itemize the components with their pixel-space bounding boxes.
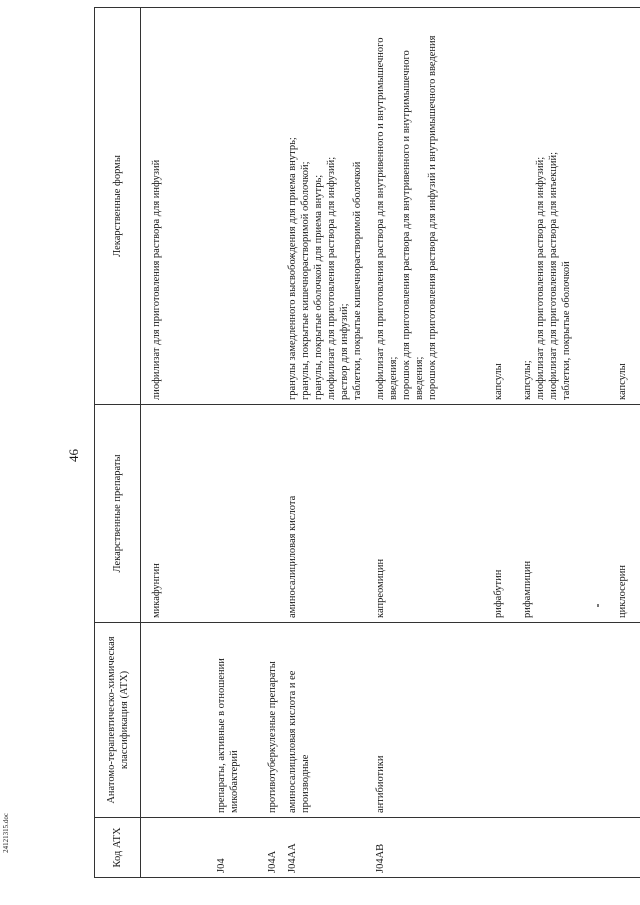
form-line: порошок для приготовления раствора для внутривенного и внутримышечного введения; <box>401 50 425 400</box>
form-line: капсулы <box>493 363 504 400</box>
table-row <box>573 8 640 878</box>
cell-code <box>573 818 640 878</box>
table-row <box>163 8 241 878</box>
cell-forms <box>279 8 364 405</box>
cell-code: J04A <box>241 818 279 878</box>
form-line: таблетки, покрытые оболочкой <box>561 261 572 400</box>
cell-drug <box>241 405 279 623</box>
cell-drug: микафунгин <box>141 405 164 623</box>
table-header-row <box>95 8 141 878</box>
cell-drug <box>163 405 241 623</box>
cell-drug: рифабутин <box>439 405 505 623</box>
file-name: 24121315.doc <box>2 813 10 853</box>
cell-code: J04 <box>163 818 241 878</box>
table-row <box>279 8 364 878</box>
form-line: раствор для инфузий; <box>339 303 350 400</box>
cell-classification: аминосалициловая кислота и ее производные <box>279 623 364 818</box>
cell-forms <box>439 8 505 405</box>
header-atc-classification: Анатомо-терапевтическо-химическая классификация (АТХ) <box>95 623 141 818</box>
cell-code <box>141 818 164 878</box>
form-line: лиофилизат для приготовления раствора для инъекций; <box>548 151 559 400</box>
form-line: капсулы <box>617 363 628 400</box>
cell-forms <box>505 8 573 405</box>
table-row <box>439 8 505 878</box>
scan-mark <box>597 604 599 607</box>
form-line: капсулы; <box>522 360 533 400</box>
cell-classification <box>505 623 573 818</box>
cell-code: J04AB <box>364 818 439 878</box>
table-row <box>141 8 164 878</box>
table-row <box>241 8 279 878</box>
cell-forms <box>163 8 241 405</box>
cell-classification <box>573 623 640 818</box>
page-number: 46 <box>66 449 81 462</box>
form-line: лиофилизат для приготовления раствора для инфузий; <box>326 156 337 400</box>
cell-forms <box>141 8 164 405</box>
header-drugs: Лекарственные препараты <box>95 405 141 623</box>
header-dosage-forms: Лекарственные формы <box>95 8 141 405</box>
cell-drug: аминосалициловая кислота <box>279 405 364 623</box>
form-line: гранулы замедленного высвобождения для приема внутрь; <box>287 137 298 400</box>
cell-classification: препараты, активные в отношении микобактерий <box>163 623 241 818</box>
form-line: порошок для приготовления раствора для инфузий и внутримышечного введения <box>427 35 438 400</box>
table-row <box>364 8 439 878</box>
cell-code <box>439 818 505 878</box>
cell-code <box>505 818 573 878</box>
cell-forms <box>364 8 439 405</box>
table-row <box>505 8 573 878</box>
cell-drug: капреомицин <box>364 405 439 623</box>
cell-drug: рифампицин <box>505 405 573 623</box>
form-line: лиофилизат для приготовления раствора для инфузий; <box>535 156 546 400</box>
cell-classification: противотуберкулезные препараты <box>241 623 279 818</box>
cell-classification <box>141 623 164 818</box>
cell-drug: циклосерин <box>573 405 640 623</box>
rotated-page <box>60 0 640 905</box>
form-line: лиофилизат для приготовления раствора для внутривенного и внутримышечного введения; <box>375 37 399 400</box>
cell-code: J04AA <box>279 818 364 878</box>
cell-forms <box>573 8 640 405</box>
form-line: таблетки, покрытые кишечнорастворимой оболочкой <box>352 161 363 400</box>
form-line: гранулы, покрытые кишечнорастворимой оболочкой; <box>300 161 311 400</box>
cell-forms <box>241 8 279 405</box>
cell-classification <box>439 623 505 818</box>
form-line: лиофилизат для приготовления раствора для инфузий <box>151 159 162 400</box>
cell-classification: антибиотики <box>364 623 439 818</box>
header-atc-code: Код АТХ <box>95 818 141 878</box>
atc-table <box>94 7 640 878</box>
form-line: гранулы, покрытые оболочкой для приема внутрь; <box>313 174 324 400</box>
